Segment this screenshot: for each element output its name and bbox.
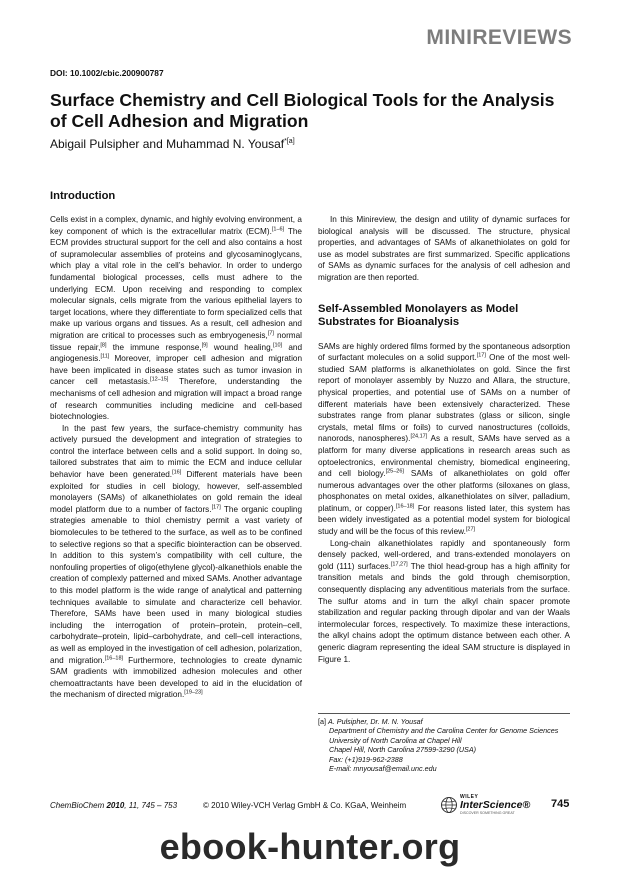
- doi[interactable]: DOI: 10.1002/cbic.200900787: [50, 68, 164, 78]
- author-affiliation-mark: *[a]: [284, 138, 295, 145]
- citation: [19–23]: [184, 689, 203, 696]
- intro-paragraph-2: In the past few years, the surface-chemistry community has actively pursued the development and integration of strategies to control the interface between cells and a solid support. In doing so, tailored substrates that aim to mimic the ECM and induce cellular behavior have been generated.[16] Different materials have been exploited for studies in cell biology, however, self-assembled monolayers (SAMs) of alkanethiolates on gold remain the ideal model platform due to a number of factors.[17] The organic coupling strategies amenable to thiol chemistry permit a vast variety of biomolecules to be tethered to the surface, as well as to be confined to selective regions so that a specific biointeraction can be observed. In addition to this system’s compatibility with cell culture, the nonfouling properties of oligo(ethylene glycol)-alkanethiols enable the creation of complexly patterned and mixed SAMs. Another advantage to this model platform is the wide range of analytical and patterning techniques available to simulate and characterize cell behavior. Therefore, SAMs have been used in many biological studies including the interrogation of protein–protein, protein–cell, carbohydrate–protein, lipid–carbohydrate, and cell–cell interactions, as well as employed in the investigation of cell adhesion, polarization, and migration.[16–18] Furthermore, technologies to create dynamic SAM gradients with immobilized adhesion molecules and other chemoattractants have been developed to aid in the elucidation of the mechanism of directed migration.[19–23]: [50, 423, 303, 700]
- footnote-city: Chapel Hill, North Carolina 27599-3290 (USA): [329, 745, 477, 755]
- logo-tagline: DISCOVER SOMETHING GREAT: [460, 811, 515, 815]
- footer-citation: [50, 801, 177, 810]
- intro-paragraph-1: Cells exist in a complex, dynamic, and highly evolving environment, a key component of which is the extracellular matrix (ECM).[1–6] The ECM provides structural support for the cell and also contains a host of supramolecular assemblies of proteins and glycosaminoglycans, which play a vital role in the cell’s behavior. In order to undergo fundamental biological processes, cells must adhere to the underlying ECM. Upon receiving and responding to complex molecular signals, cells migrate from the various epithelial layers to target locations, where they differentiate to form specialized cells that make up various organs and tissues. As a result, cell adhesion and migration are critical to processes such as embryogenesis,[7] normal tissue repair,[8] the immune response,[9] wound healing,[10] and angiogenesis.[11] Moreover, improper cell adhesion and migration have been implicated in disease states such as tumor invasion in cancer cell metastasis.[12–15] Therefore, understanding the mechanisms of cell adhesion and migration will impact a broad range of research communities including medicine and cell-based biotechnologies.: [50, 215, 302, 422]
- citation: [17]: [211, 504, 221, 511]
- affiliation-footnote: [318, 713, 570, 773]
- citation: [12–15]: [150, 376, 169, 383]
- introduction-heading: Introduction: [50, 190, 116, 202]
- footnote-mark: [a]: [318, 717, 326, 726]
- citation: [11]: [100, 353, 110, 360]
- journal-year: 2010: [106, 801, 125, 810]
- citation: [16–18]: [395, 503, 415, 510]
- interscience-logo[interactable]: [438, 794, 531, 816]
- sam-section-heading: Self-Assembled Monolayers as Model Substrates for Bioanalysis: [318, 302, 519, 329]
- citation: [8]: [100, 341, 107, 348]
- citation: [16–18]: [104, 654, 124, 661]
- footnote-university: University of North Carolina at Chapel Hill: [329, 735, 462, 745]
- citation: [16]: [172, 469, 182, 476]
- citation: [24,17]: [410, 433, 428, 440]
- citation: [7]: [267, 330, 274, 337]
- journal-name: ChemBioChem: [50, 801, 105, 810]
- logo-wiley-text: WILEY: [460, 794, 479, 800]
- sam-paragraph-2: Long-chain alkanethiolates rapidly and spontaneously form densely packed, well-ordered, and trans-extended monolayers on gold (111) surfaces.[17,27] The thiol head-group has a high affinity for transition metals and binds the gold through chemisorption, consequently displacing any adventitious materials from the surface. The sulfur atoms and in turn the alkyl chain spacer promote stabilization and regular packing through dipolar and van der Waals intermolecular forces, respectively. To maximize these interactions, the alkyl chains adopt the optimum distance between each other. A generic diagram representing the ideal SAM structure is displayed in Figure 1.: [318, 538, 570, 664]
- citation: [27]: [465, 526, 476, 533]
- logo-interscience-text: InterScience®: [460, 799, 531, 811]
- globe-icon: [440, 796, 458, 814]
- footnote-department: Department of Chemistry and the Carolina Center for Genome Sciences: [329, 726, 559, 736]
- citation: [9]: [201, 341, 208, 348]
- citation: [1–6]: [271, 225, 285, 232]
- left-column: [50, 214, 302, 701]
- footnote-email[interactable]: E-mail: mnyousaf@email.unc.edu: [329, 764, 437, 774]
- citation: [17,27]: [390, 561, 408, 568]
- volume-pages: , 11, 745 – 753: [124, 801, 178, 810]
- authors: Abigail Pulsipher and Muhammad N. Yousaf: [50, 137, 285, 151]
- citation: [17]: [476, 352, 486, 359]
- author-line: [50, 137, 295, 151]
- footnote-names: [a] A. Pulsipher, Dr. M. N. Yousaf: [318, 717, 423, 726]
- page-number: 745: [551, 798, 570, 810]
- section-label: MINIREVIEWS: [426, 26, 572, 49]
- footnote-fax: Fax: (+1)919-962-2388: [329, 754, 403, 764]
- sam-paragraph-1: SAMs are highly ordered films formed by the spontaneous adsorption of surfactant molecules on a solid support.[17] One of the most well-studied SAM platforms is alkanethiolates on gold. Since the first report of monolayer assembly by Nuzzo and Allara, the structure, physical properties, and potential use of SAMs on a number of different materials have been extensively characterized. These substrates range from planar substrates (glass or silicon, single crystals, metal films or foils) to curved nanostructures (colloids, nanorods, nanospheres).[24,17] As a result, SAMs have served as a platform for many diverse applications in research areas such as optoelectronics, environmental chemistry, biomedical engineering, and cell biology.[25–26] SAMs of alkanethiolates on gold offer numerous advantages over the other platforms (siloxanes on glass, phosphonates on metal oxides, alkanethiolates on silver, palladium, platinum, or copper).[16–18] For reasons listed later, this system has been widely investigated as a potential model system for biological study and will be the focus of this review.[27]: [318, 341, 571, 537]
- right-column: [318, 214, 570, 665]
- article-title: Surface Chemistry and Cell Biological Tools for the Analysis of Cell Adhesion and Migration: [50, 90, 555, 131]
- watermark: ebook-hunter.org: [159, 826, 461, 867]
- citation: [25–26]: [385, 468, 404, 475]
- intro-paragraph-3: In this Minireview, the design and utility of dynamic surfaces for biological analysis will be discussed. The structure, physical properties, and advantages of SAMs of alkanethiolates on gold for use as model substrates are first summarized. Specific applications of SAMs as dynamic surfaces for the analysis of cell adhesion and migration are then reported.: [318, 215, 570, 282]
- citation: [10]: [272, 341, 283, 348]
- footer-copyright: © 2010 Wiley-VCH Verlag GmbH & Co. KGaA, Weinheim: [203, 801, 407, 810]
